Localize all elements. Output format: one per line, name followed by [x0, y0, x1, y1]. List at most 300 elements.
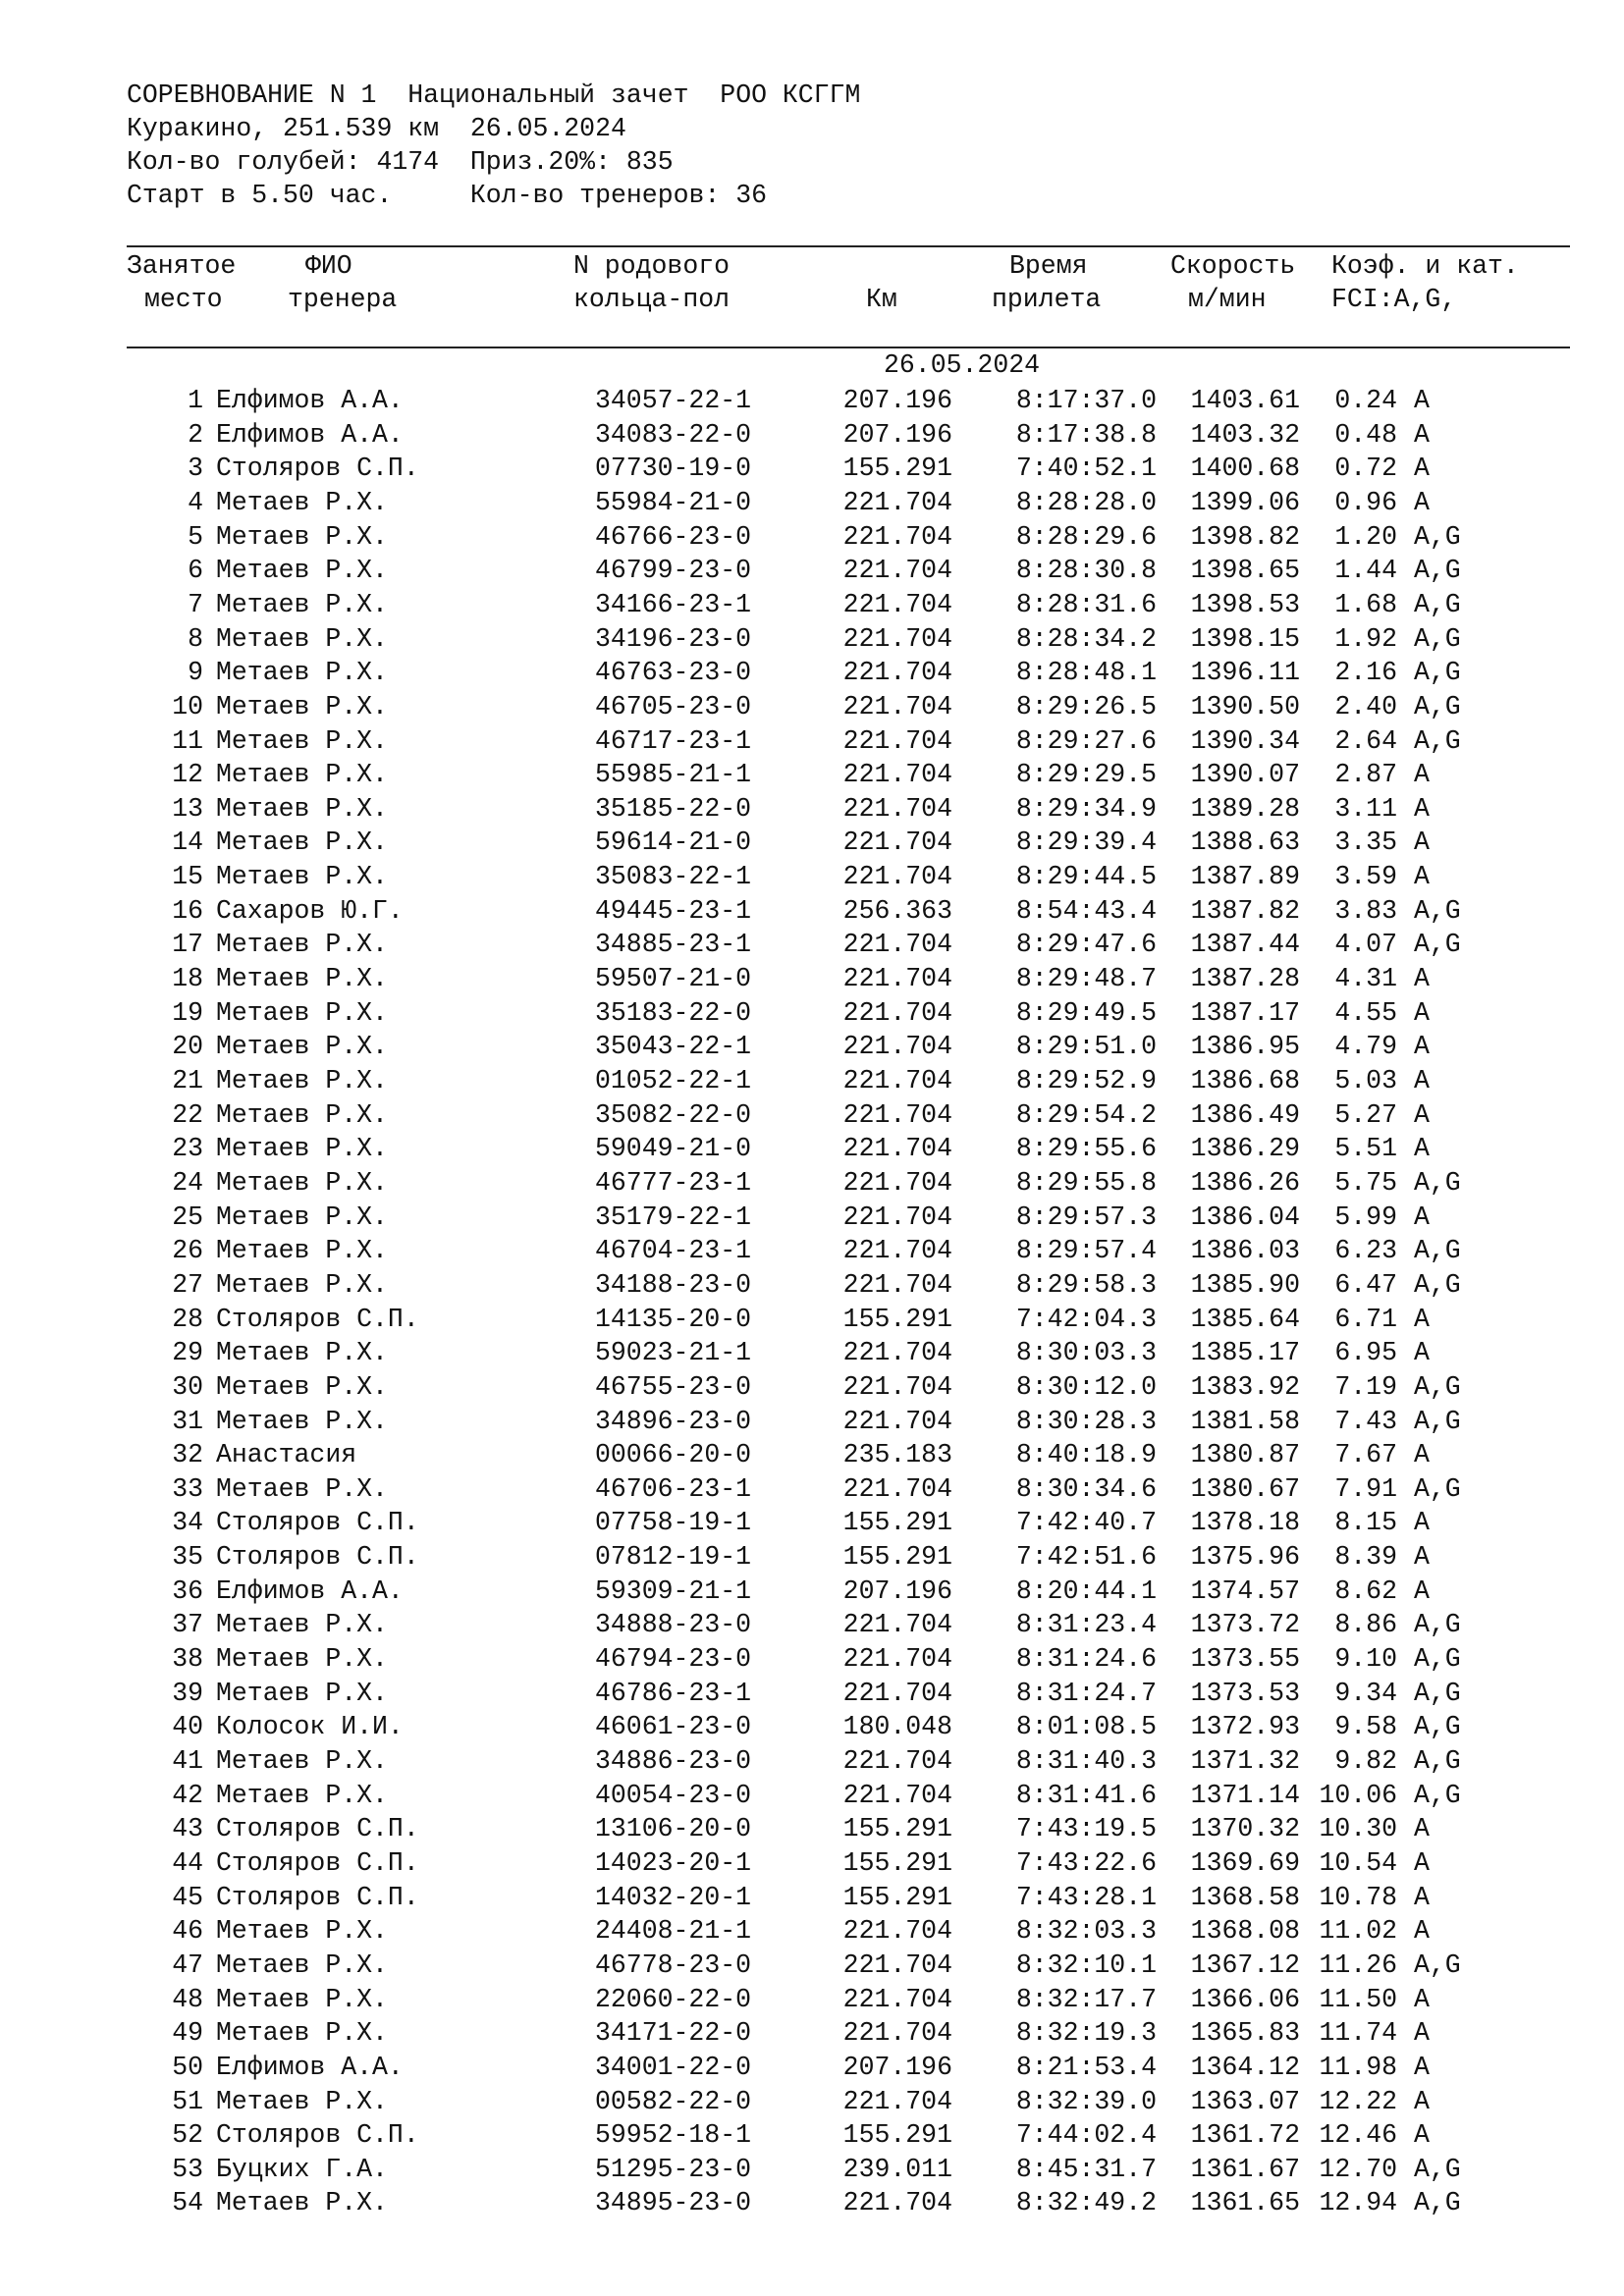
speed-cell: 1381.58 — [1190, 1406, 1300, 1436]
km-cell: 207.196 — [842, 1575, 952, 1606]
category-cell: A — [1414, 1984, 1430, 2014]
arrival-time-cell: 7:43:22.6 — [1015, 1847, 1157, 1878]
speed-cell: 1368.58 — [1190, 1882, 1300, 1912]
place-cell: 34 — [172, 1508, 203, 1538]
category-cell: A,G — [1414, 930, 1461, 960]
speed-cell: 1373.72 — [1190, 1610, 1300, 1640]
header-place-1: Занятое — [127, 251, 237, 281]
arrival-time-cell: 8:28:48.1 — [1015, 658, 1157, 688]
trainer-cell: Метаев Р.Х. — [216, 1473, 388, 1504]
km-cell: 221.704 — [842, 964, 952, 994]
ring-cell: 34083-22-0 — [595, 419, 752, 450]
coef-cell: 2.16 — [1334, 658, 1397, 688]
trainer-cell: Столяров С.П. — [216, 1304, 419, 1334]
arrival-time-cell: 7:42:51.6 — [1015, 1542, 1157, 1573]
speed-cell: 1370.32 — [1190, 1814, 1300, 1844]
trainer-cell: Анастасия — [216, 1440, 357, 1470]
place-cell: 15 — [172, 862, 203, 892]
speed-cell: 1386.95 — [1190, 1032, 1300, 1062]
km-cell: 239.011 — [842, 2154, 952, 2184]
category-cell: A — [1414, 1304, 1430, 1334]
arrival-time-cell: 7:42:04.3 — [1015, 1304, 1157, 1334]
table-row — [0, 826, 1624, 859]
ring-cell: 46778-23-0 — [595, 1949, 752, 1980]
coef-cell: 12.46 — [1319, 2120, 1397, 2151]
speed-cell: 1380.67 — [1190, 1473, 1300, 1504]
speed-cell: 1387.17 — [1190, 997, 1300, 1028]
place-cell: 9 — [188, 658, 203, 688]
km-cell: 221.704 — [842, 1167, 952, 1198]
place-cell: 52 — [172, 2120, 203, 2151]
km-cell: 207.196 — [842, 386, 952, 415]
speed-cell: 1390.07 — [1190, 760, 1300, 790]
pigeon-count-line: Кол-во голубей: 4174 Приз.20%: 835 — [127, 147, 674, 177]
trainer-cell: Колосок И.И. — [216, 1712, 404, 1742]
place-cell: 23 — [172, 1134, 203, 1164]
speed-cell: 1372.93 — [1190, 1712, 1300, 1742]
coef-cell: 5.51 — [1334, 1134, 1397, 1164]
place-cell: 20 — [172, 1032, 203, 1062]
trainer-cell: Метаев Р.Х. — [216, 1949, 388, 1980]
category-cell: A,G — [1414, 1473, 1461, 1504]
trainer-cell: Метаев Р.Х. — [216, 964, 388, 994]
table-row — [0, 2051, 1624, 2084]
arrival-time-cell: 8:29:58.3 — [1015, 1269, 1157, 1300]
table-row — [0, 996, 1624, 1030]
ring-cell: 14135-20-0 — [595, 1304, 752, 1334]
ring-cell: 34166-23-1 — [595, 589, 752, 619]
header-speed-1: Скорость — [1170, 251, 1296, 281]
ring-cell: 40054-23-0 — [595, 1780, 752, 1810]
category-cell: A,G — [1414, 658, 1461, 688]
category-cell: A — [1414, 793, 1430, 824]
speed-cell: 1387.82 — [1190, 895, 1300, 926]
speed-cell: 1403.61 — [1190, 386, 1300, 415]
table-row — [0, 1608, 1624, 1641]
trainer-cell: Столяров С.П. — [216, 1508, 419, 1538]
speed-cell: 1364.12 — [1190, 2052, 1300, 2082]
km-cell: 221.704 — [842, 1610, 952, 1640]
table-row — [0, 2186, 1624, 2219]
km-cell: 221.704 — [842, 793, 952, 824]
arrival-time-cell: 8:17:38.8 — [1015, 419, 1157, 450]
speed-cell: 1373.53 — [1190, 1678, 1300, 1708]
category-cell: A,G — [1414, 1406, 1461, 1436]
coef-cell: 8.15 — [1334, 1508, 1397, 1538]
top-rule — [127, 245, 1570, 247]
ring-cell: 59049-21-0 — [595, 1134, 752, 1164]
table-row — [0, 1472, 1624, 1506]
table-row — [0, 1846, 1624, 1880]
place-cell: 54 — [172, 2188, 203, 2218]
header-place-2: место — [144, 285, 223, 314]
trainer-cell: Метаев Р.Х. — [216, 930, 388, 960]
coef-cell: 4.07 — [1334, 930, 1397, 960]
ring-cell: 34171-22-0 — [595, 2018, 752, 2049]
place-cell: 53 — [172, 2154, 203, 2184]
arrival-time-cell: 8:29:26.5 — [1015, 691, 1157, 721]
km-cell: 155.291 — [842, 2120, 952, 2151]
speed-cell: 1398.82 — [1190, 521, 1300, 552]
category-cell: A,G — [1414, 1712, 1461, 1742]
table-row — [0, 1983, 1624, 2016]
trainer-cell: Метаев Р.Х. — [216, 828, 388, 858]
place-cell: 19 — [172, 997, 203, 1028]
arrival-time-cell: 8:30:28.3 — [1015, 1406, 1157, 1436]
coef-cell: 11.98 — [1319, 2052, 1397, 2082]
header-name-1: ФИО — [305, 251, 352, 281]
place-cell: 16 — [172, 895, 203, 926]
ring-cell: 34886-23-0 — [595, 1746, 752, 1776]
arrival-time-cell: 8:30:34.6 — [1015, 1473, 1157, 1504]
speed-cell: 1385.64 — [1190, 1304, 1300, 1334]
place-cell: 48 — [172, 1984, 203, 2014]
category-cell: A — [1414, 1542, 1430, 1573]
ring-cell: 59952-18-1 — [595, 2120, 752, 2151]
table-row — [0, 2118, 1624, 2152]
table-row — [0, 1642, 1624, 1676]
ring-cell: 24408-21-1 — [595, 1916, 752, 1947]
coef-cell: 11.50 — [1319, 1984, 1397, 2014]
coef-cell: 0.24 — [1334, 386, 1397, 415]
km-cell: 221.704 — [842, 1473, 952, 1504]
ring-cell: 00066-20-0 — [595, 1440, 752, 1470]
arrival-time-cell: 8:01:08.5 — [1015, 1712, 1157, 1742]
trainer-cell: Метаев Р.Х. — [216, 1610, 388, 1640]
coef-cell: 2.87 — [1334, 760, 1397, 790]
km-cell: 221.704 — [842, 828, 952, 858]
km-cell: 155.291 — [842, 1542, 952, 1573]
speed-cell: 1378.18 — [1190, 1508, 1300, 1538]
category-cell: A,G — [1414, 1949, 1461, 1980]
ring-cell: 13106-20-0 — [595, 1814, 752, 1844]
place-cell: 29 — [172, 1338, 203, 1368]
ring-cell: 35083-22-1 — [595, 862, 752, 892]
km-cell: 221.704 — [842, 1780, 952, 1810]
category-cell: A — [1414, 1575, 1430, 1606]
ring-cell: 46777-23-1 — [595, 1167, 752, 1198]
ring-cell: 55985-21-1 — [595, 760, 752, 790]
trainer-cell: Метаев Р.Х. — [216, 1371, 388, 1402]
coef-cell: 10.54 — [1319, 1847, 1397, 1878]
coef-cell: 8.86 — [1334, 1610, 1397, 1640]
table-row — [0, 1438, 1624, 1471]
category-cell: A,G — [1414, 2154, 1461, 2184]
coef-cell: 12.22 — [1319, 2086, 1397, 2116]
km-cell: 221.704 — [842, 1644, 952, 1675]
arrival-time-cell: 7:44:02.4 — [1015, 2120, 1157, 2151]
table-row — [0, 962, 1624, 995]
place-cell: 22 — [172, 1099, 203, 1130]
arrival-time-cell: 8:29:54.2 — [1015, 1099, 1157, 1130]
competition-title: СОРЕВНОВАНИЕ N 1 Национальный зачет РОО КСГГМ — [127, 80, 861, 110]
category-cell: A — [1414, 1916, 1430, 1947]
header-ring-2: кольца-пол — [573, 285, 731, 314]
km-cell: 221.704 — [842, 1916, 952, 1947]
arrival-time-cell: 8:32:10.1 — [1015, 1949, 1157, 1980]
speed-cell: 1385.17 — [1190, 1338, 1300, 1368]
speed-cell: 1386.49 — [1190, 1099, 1300, 1130]
category-cell: A — [1414, 1814, 1430, 1844]
coef-cell: 3.59 — [1334, 862, 1397, 892]
category-cell: A — [1414, 1134, 1430, 1164]
km-cell: 221.704 — [842, 1099, 952, 1130]
speed-cell: 1371.14 — [1190, 1780, 1300, 1810]
category-cell: A — [1414, 2018, 1430, 2049]
km-cell: 221.704 — [842, 2188, 952, 2218]
ring-cell: 14032-20-1 — [595, 1882, 752, 1912]
speed-cell: 1385.90 — [1190, 1269, 1300, 1300]
ring-cell: 22060-22-0 — [595, 1984, 752, 2014]
place-cell: 21 — [172, 1066, 203, 1095]
ring-cell: 34885-23-1 — [595, 930, 752, 960]
table-row — [0, 1336, 1624, 1369]
km-cell: 221.704 — [842, 1371, 952, 1402]
ring-cell: 35185-22-0 — [595, 793, 752, 824]
speed-cell: 1398.15 — [1190, 623, 1300, 654]
km-cell: 221.704 — [842, 1746, 952, 1776]
coef-cell: 3.35 — [1334, 828, 1397, 858]
speed-cell: 1368.08 — [1190, 1916, 1300, 1947]
coef-cell: 4.31 — [1334, 964, 1397, 994]
km-cell: 221.704 — [842, 930, 952, 960]
place-cell: 25 — [172, 1201, 203, 1232]
coef-cell: 9.34 — [1334, 1678, 1397, 1708]
trainer-cell: Метаев Р.Х. — [216, 1099, 388, 1130]
speed-cell: 1361.72 — [1190, 2120, 1300, 2151]
trainer-cell: Метаев Р.Х. — [216, 658, 388, 688]
header-bottom-rule — [127, 347, 1570, 348]
table-row — [0, 1268, 1624, 1302]
place-cell: 26 — [172, 1236, 203, 1266]
coef-cell: 10.78 — [1319, 1882, 1397, 1912]
ring-cell: 35179-22-1 — [595, 1201, 752, 1232]
place-cell: 38 — [172, 1644, 203, 1675]
coef-cell: 9.10 — [1334, 1644, 1397, 1675]
place-cell: 42 — [172, 1780, 203, 1810]
category-cell: A,G — [1414, 1746, 1461, 1776]
speed-cell: 1403.32 — [1190, 419, 1300, 450]
km-cell: 221.704 — [842, 1236, 952, 1266]
km-cell: 221.704 — [842, 997, 952, 1028]
place-cell: 30 — [172, 1371, 203, 1402]
place-cell: 4 — [188, 487, 203, 517]
table-row — [0, 1881, 1624, 1914]
km-cell: 221.704 — [842, 1032, 952, 1062]
ring-cell: 34188-23-0 — [595, 1269, 752, 1300]
trainer-cell: Столяров С.П. — [216, 454, 419, 484]
ring-cell: 34896-23-0 — [595, 1406, 752, 1436]
place-cell: 12 — [172, 760, 203, 790]
place-cell: 7 — [188, 589, 203, 619]
trainer-cell: Метаев Р.Х. — [216, 2018, 388, 2049]
table-row — [0, 1303, 1624, 1336]
table-row — [0, 1914, 1624, 1948]
coef-cell: 1.44 — [1334, 556, 1397, 586]
category-cell: A — [1414, 1066, 1430, 1095]
table-row — [0, 1030, 1624, 1063]
km-cell: 155.291 — [842, 1508, 952, 1538]
category-cell: A — [1414, 1032, 1430, 1062]
place-cell: 3 — [188, 454, 203, 484]
ring-cell: 46061-23-0 — [595, 1712, 752, 1742]
coef-cell: 6.47 — [1334, 1269, 1397, 1300]
ring-cell: 55984-21-0 — [595, 487, 752, 517]
coef-cell: 5.03 — [1334, 1066, 1397, 1095]
trainer-cell: Елфимов А.А. — [216, 419, 404, 450]
speed-cell: 1386.03 — [1190, 1236, 1300, 1266]
coef-cell: 5.75 — [1334, 1167, 1397, 1198]
category-cell: A,G — [1414, 1236, 1461, 1266]
km-cell: 180.048 — [842, 1712, 952, 1742]
arrival-time-cell: 8:29:49.5 — [1015, 997, 1157, 1028]
place-cell: 32 — [172, 1440, 203, 1470]
trainer-cell: Метаев Р.Х. — [216, 1406, 388, 1436]
ring-cell: 34001-22-0 — [595, 2052, 752, 2082]
km-cell: 155.291 — [842, 454, 952, 484]
arrival-time-cell: 8:32:19.3 — [1015, 2018, 1157, 2049]
km-cell: 155.291 — [842, 1847, 952, 1878]
arrival-time-cell: 8:28:34.2 — [1015, 623, 1157, 654]
arrival-time-cell: 8:32:03.3 — [1015, 1916, 1157, 1947]
arrival-time-cell: 8:29:47.6 — [1015, 930, 1157, 960]
arrival-time-cell: 8:29:51.0 — [1015, 1032, 1157, 1062]
header-km: Км — [866, 285, 897, 314]
arrival-time-cell: 8:29:39.4 — [1015, 828, 1157, 858]
km-cell: 221.704 — [842, 2018, 952, 2049]
place-cell: 10 — [172, 691, 203, 721]
trainer-cell: Метаев Р.Х. — [216, 1066, 388, 1095]
coef-cell: 11.02 — [1319, 1916, 1397, 1947]
place-cell: 18 — [172, 964, 203, 994]
header-speed-2: м/мин — [1188, 285, 1267, 314]
coef-cell: 10.06 — [1319, 1780, 1397, 1810]
km-cell: 221.704 — [842, 487, 952, 517]
coef-cell: 4.79 — [1334, 1032, 1397, 1062]
place-cell: 31 — [172, 1406, 203, 1436]
header-time-1: Время — [1009, 251, 1088, 281]
table-row — [0, 690, 1624, 723]
coef-cell: 9.82 — [1334, 1746, 1397, 1776]
arrival-time-cell: 8:40:18.9 — [1015, 1440, 1157, 1470]
category-cell: A — [1414, 419, 1430, 450]
table-row — [0, 758, 1624, 791]
category-cell: A — [1414, 1847, 1430, 1878]
table-row — [0, 860, 1624, 893]
coef-cell: 10.30 — [1319, 1814, 1397, 1844]
speed-cell: 1367.12 — [1190, 1949, 1300, 1980]
trainer-cell: Метаев Р.Х. — [216, 1746, 388, 1776]
place-cell: 43 — [172, 1814, 203, 1844]
table-row — [0, 1710, 1624, 1743]
category-cell: A — [1414, 2120, 1430, 2151]
km-cell: 221.704 — [842, 691, 952, 721]
table-row — [0, 1201, 1624, 1234]
ring-cell: 34888-23-0 — [595, 1610, 752, 1640]
ring-cell: 46794-23-0 — [595, 1644, 752, 1675]
place-cell: 40 — [172, 1712, 203, 1742]
arrival-time-cell: 8:30:03.3 — [1015, 1338, 1157, 1368]
arrival-time-cell: 8:32:49.2 — [1015, 2188, 1157, 2218]
category-cell: A — [1414, 386, 1430, 415]
ring-cell: 46755-23-0 — [595, 1371, 752, 1402]
coef-cell: 1.68 — [1334, 589, 1397, 619]
speed-cell: 1366.06 — [1190, 1984, 1300, 2014]
coef-cell: 3.83 — [1334, 895, 1397, 926]
speed-cell: 1388.63 — [1190, 828, 1300, 858]
speed-cell: 1386.26 — [1190, 1167, 1300, 1198]
place-cell: 6 — [188, 556, 203, 586]
coef-cell: 7.19 — [1334, 1371, 1397, 1402]
arrival-time-cell: 7:40:52.1 — [1015, 454, 1157, 484]
ring-cell: 46706-23-1 — [595, 1473, 752, 1504]
trainer-cell: Метаев Р.Х. — [216, 1644, 388, 1675]
header-name-2: тренера — [288, 285, 398, 314]
place-cell: 44 — [172, 1847, 203, 1878]
coef-cell: 5.99 — [1334, 1201, 1397, 1232]
table-row — [0, 1949, 1624, 1982]
arrival-time-cell: 8:20:44.1 — [1015, 1575, 1157, 1606]
trainer-cell: Метаев Р.Х. — [216, 1236, 388, 1266]
ring-cell: 34196-23-0 — [595, 623, 752, 654]
place-cell: 51 — [172, 2086, 203, 2116]
trainer-cell: Елфимов А.А. — [216, 386, 404, 415]
trainer-cell: Метаев Р.Х. — [216, 1032, 388, 1062]
ring-cell: 46705-23-0 — [595, 691, 752, 721]
speed-cell: 1361.65 — [1190, 2188, 1300, 2218]
speed-cell: 1398.53 — [1190, 589, 1300, 619]
ring-cell: 59023-21-1 — [595, 1338, 752, 1368]
table-row — [0, 2085, 1624, 2118]
table-row — [0, 1677, 1624, 1710]
place-cell: 33 — [172, 1473, 203, 1504]
km-cell: 155.291 — [842, 1882, 952, 1912]
trainer-cell: Столяров С.П. — [216, 1542, 419, 1573]
table-row — [0, 1405, 1624, 1438]
coef-cell: 1.92 — [1334, 623, 1397, 654]
table-row — [0, 1540, 1624, 1574]
km-cell: 155.291 — [842, 1814, 952, 1844]
speed-cell: 1387.44 — [1190, 930, 1300, 960]
table-row — [0, 520, 1624, 554]
arrival-time-cell: 8:30:12.0 — [1015, 1371, 1157, 1402]
km-cell: 235.183 — [842, 1440, 952, 1470]
category-cell: A,G — [1414, 725, 1461, 756]
table-row — [0, 792, 1624, 826]
place-cell: 41 — [172, 1746, 203, 1776]
km-cell: 155.291 — [842, 1304, 952, 1334]
speed-cell: 1371.32 — [1190, 1746, 1300, 1776]
trainer-cell: Метаев Р.Х. — [216, 1338, 388, 1368]
ring-cell: 46704-23-1 — [595, 1236, 752, 1266]
km-cell: 221.704 — [842, 862, 952, 892]
start-line: Старт в 5.50 час. Кол-во тренеров: 36 — [127, 181, 768, 210]
ring-cell: 51295-23-0 — [595, 2154, 752, 2184]
place-cell: 24 — [172, 1167, 203, 1198]
trainer-cell: Метаев Р.Х. — [216, 760, 388, 790]
table-row — [0, 1064, 1624, 1097]
trainer-cell: Сахаров Ю.Г. — [216, 895, 404, 926]
category-cell: A — [1414, 828, 1430, 858]
date-separator: 26.05.2024 — [884, 350, 1041, 380]
trainer-cell: Буцких Г.А. — [216, 2154, 388, 2184]
arrival-time-cell: 8:31:24.7 — [1015, 1678, 1157, 1708]
arrival-time-cell: 7:43:19.5 — [1015, 1814, 1157, 1844]
km-cell: 207.196 — [842, 2052, 952, 2082]
trainer-cell: Метаев Р.Х. — [216, 623, 388, 654]
ring-cell: 46763-23-0 — [595, 658, 752, 688]
table-row — [0, 894, 1624, 928]
